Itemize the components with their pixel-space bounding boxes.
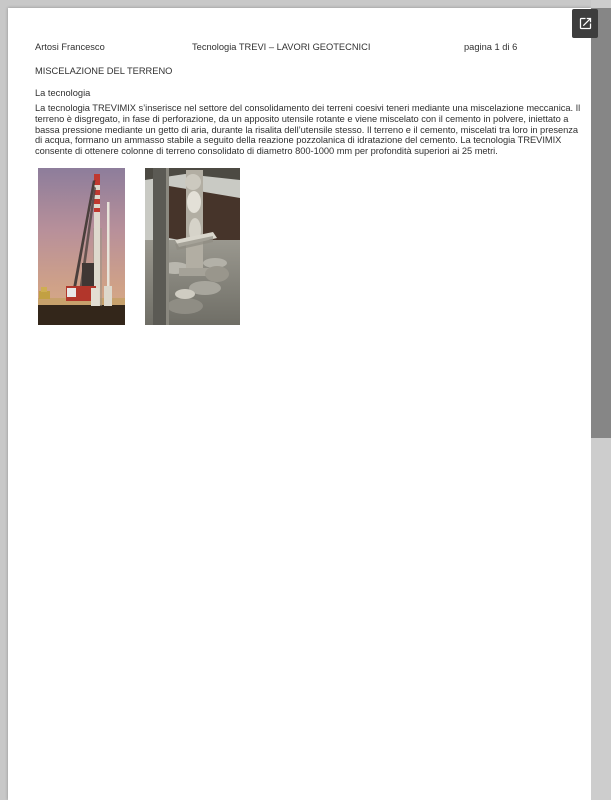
doc-paragraph: La tecnologia TREVIMIX s’inserisce nel settore del consolidamento dei terreni coesivi teneri mediante una miscelazione meccanica. Il terreno è disgregato, in fase di perforazione, da un apposito utensile rotante e viene miscelato con il cemento in polvere, iniettato a bassa pressione mediante un getto di aria, durante la risalita dell’utensile stesso. Il terreno e il cemento, miscelati tra loro in presenza di acqua, formano un ammasso stabile a seguito della reazione pozzolanica di idratazione del cemento. La tecnologia TREVIMIX consente di ottenere colonne di terreno consolidato di diametro 800-1000 mm per profondità superiori ai 25 metri.: [35, 103, 581, 157]
soil-mixing-tool-photo: [145, 168, 240, 325]
popout-button[interactable]: [572, 9, 598, 38]
scrollbar-thumb[interactable]: [591, 8, 611, 438]
document-page: [8, 8, 591, 800]
open-in-new-icon: [578, 16, 593, 31]
figures-row: [38, 168, 240, 325]
drilling-rig-illustration: [38, 168, 125, 325]
soil-mixing-tool-illustration: [145, 168, 240, 325]
doc-subheading: La tecnologia: [35, 88, 91, 98]
drilling-rig-photo: [38, 168, 125, 325]
header-title: Tecnologia TREVI – LAVORI GEOTECNICI: [192, 42, 371, 52]
scrollbar[interactable]: [591, 0, 611, 800]
header-page-indicator: pagina 1 di 6: [464, 42, 518, 52]
doc-header-row: [35, 42, 577, 55]
doc-heading: MISCELAZIONE DEL TERRENO: [35, 66, 173, 76]
header-author: Artosi Francesco: [35, 42, 105, 52]
